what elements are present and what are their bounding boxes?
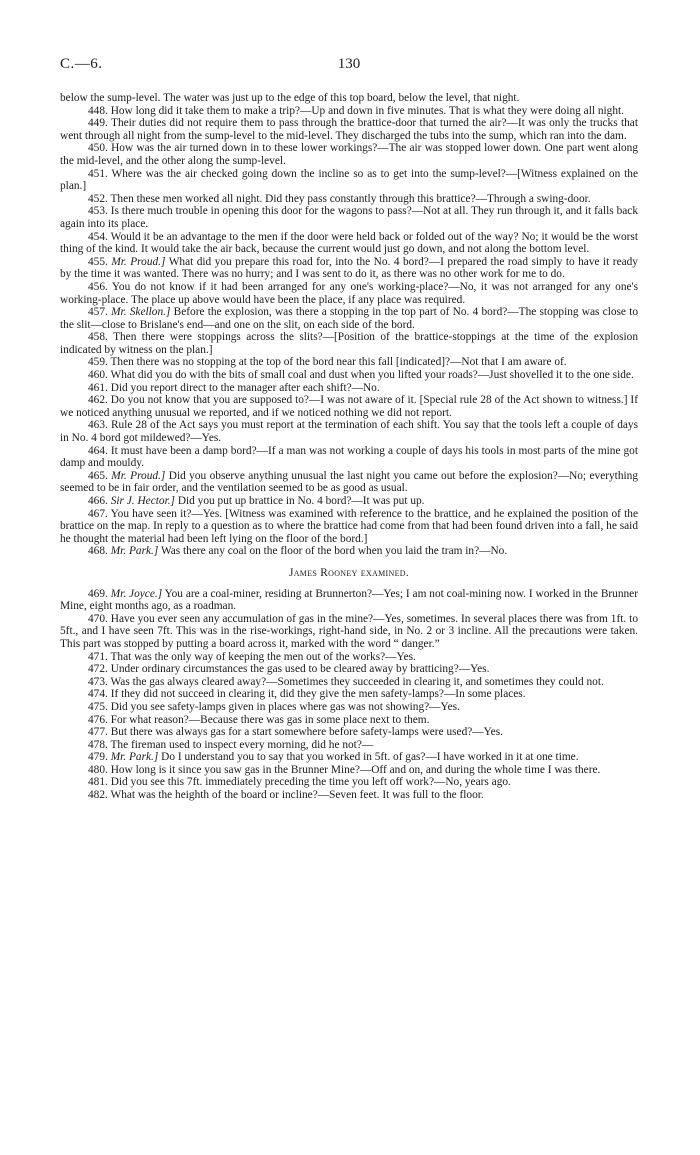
speaker-name: Mr. Proud.] [111, 469, 166, 482]
question-paragraph: 471. That was the only way of keeping the men out of the works?—Yes. [88, 650, 416, 663]
speaker-name: Sir J. Hector.] [110, 495, 175, 507]
question-paragraph [60, 545, 638, 558]
question-paragraph: 449. Their duties did not require them to pass through the brattice-door that turned the air?—It was only the trucks that went through all night from the sump-level to the mid-level. They discharged the tubs into the sump, which ran into the dam. [60, 117, 638, 142]
question-paragraph: 452. Then these men worked all night. Did they pass constantly through this brattice?—Through a swing-door. [88, 192, 591, 205]
question-paragraph: 464. It must have been a damp bord?—If a man was not working a couple of days his tools in most parts of the mine got damp and mouldy. [60, 444, 638, 470]
question-text: Was there any coal on the floor of the bord when you laid the tram in?—No. [160, 545, 508, 558]
question-paragraph [60, 256, 638, 281]
question-paragraph: 448. How long did it take them to make a trip?—Up and down in five minutes. That is what they were doing all night. [88, 104, 624, 117]
speaker-name: Mr. Skellon.] [111, 306, 171, 319]
speaker-name: Mr. Park.] [110, 545, 159, 558]
question-paragraph: 462. Do you not know that you are supposed to?—I was not aware of it. [Special rule 28 of the Act shown to witness.] If we noticed anything unusual we reported, and if we noticed nothing we did not report. [60, 394, 638, 419]
question-paragraph: 459. Then there was no stopping at the top of the bord near this fall [indicated]?—Not that I am aware of. [88, 356, 567, 369]
question-list-james-rooney [60, 588, 638, 802]
question-number: 457. [88, 306, 108, 319]
question-number: 465. [88, 469, 108, 482]
question-text: Did you put up brattice in No. 4 bord?—It was put up. [177, 495, 425, 507]
question-paragraph: 461. Did you report direct to the manager after each shift?—No. [88, 381, 380, 394]
question-paragraph: 482. What was the heighth of the board or incline?—Seven feet. It was full to the floor. [88, 789, 484, 802]
question-text: Did you observe anything unusual the last night you came out before the explosion?—No; everything seemed to be in fair order, and the ventilation seemed to be as good as usual. [60, 469, 639, 495]
question-paragraph: 456. You do not know if it had been arranged for any one's working-place?—No, it was not arranged for any one's working-place. The place up above would have been the place, if any place was required. [60, 280, 638, 306]
question-paragraph: 454. Would it be an advantage to the men if the door were held back or folded out of the way? No; it would be the worst thing of the kind. It would take the air back, because the current would just go down, and not along the bottom level. [60, 230, 638, 256]
question-paragraph: 458. Then there were stoppings across the slits?—[Position of the brattice-stoppings at the time of the explosion indicated by witness on the plan.] [60, 331, 638, 356]
question-paragraph: 480. How long is it since you saw gas in the Brunner Mine?—Off and on, and during the whole time I was there. [88, 763, 601, 776]
question-text: What did you prepare this road for, into the No. 4 bord?—I prepared the road simply to have it ready by the time it was wanted. There was no hurry; and I was sent to do it, as there was no other work for me to do. [60, 255, 638, 281]
question-paragraph: 467. You have seen it?—Yes. [Witness was examined with reference to the brattice, and he explained the position of the brattice on the map. In reply to a question as to where the brattice had come from that had been found driven into a fall, he said he thought the material had been left lying on the floor of the bord.] [60, 507, 638, 545]
page-header [60, 58, 638, 80]
continued-paragraph: below the sump-level. The water was just up to the edge of this top board, below the level, that night. [60, 92, 520, 104]
page-number: 130 [337, 56, 361, 72]
question-paragraph: 450. How was the air turned down in to these lower workings?—The air was stopped lower down. One part went along the mid-level, and the other along the sump-level. [60, 142, 638, 167]
question-number: 479. [88, 751, 108, 764]
question-paragraph: 477. But there was always gas for a start somewhere before safety-lamps were used?—Yes. [88, 726, 503, 739]
question-paragraph: 460. What did you do with the bits of small coal and dust when you lifted your roads?—Just shovelled it to the one side. [88, 369, 634, 382]
question-paragraph: 451. Where was the air checked going down the incline so as to get into the sump-level?—[Witness explained on the plan.] [60, 167, 638, 193]
question-paragraph [60, 751, 638, 764]
question-paragraph [60, 470, 638, 495]
question-number: 466. [88, 495, 108, 507]
question-number: 469. [88, 587, 108, 600]
question-paragraph: 470. Have you ever seen any accumulation of gas in the mine?—Yes, sometimes. In several places there was from 1ft. to 5ft., and I have seen 7ft. This was in the rise-workings, right-hand side, in No. 2 or 3 incline. All the precautions were taken. This part was stopped by putting a board across it, marked with the word “ danger.” [60, 612, 638, 650]
question-paragraph: 475. Did you see safety-lamps given in places where gas was not showing?—Yes. [88, 700, 460, 713]
document-body [60, 92, 638, 802]
question-text: Before the explosion, was there a stopping in the top part of No. 4 bord?—The stopping was close to the slit—close to Brislane's end—and one on the slit, on each side of the bord. [60, 306, 639, 331]
question-paragraph: 476. For what reason?—Because there was gas in some place next to them. [88, 713, 430, 726]
question-paragraph [60, 495, 638, 508]
speaker-name: Mr. Proud.] [111, 255, 166, 268]
question-paragraph: 481. Did you see this 7ft. immediately preceding the time you left off work?—No, years ago. [88, 776, 511, 789]
question-paragraph [60, 588, 638, 613]
question-list-first-witness [60, 105, 638, 558]
question-paragraph: 463. Rule 28 of the Act says you must report at the termination of each shift. You say that the tools left a couple of days in No. 4 bord got mildewed?—Yes. [60, 419, 638, 445]
question-paragraph: 473. Was the gas always cleared away?—Sometimes they succeeded in clearing it, and sometimes they could not. [88, 675, 604, 688]
question-paragraph: 474. If they did not succeed in clearing it, did they give the men safety-lamps?—In some places. [88, 688, 526, 701]
question-text: You are a coal-miner, residing at Brunnerton?—Yes; I am not coal-mining now. I worked in the Brunner Mine, eight months ago, as a roadman. [60, 587, 638, 613]
question-paragraph [60, 306, 638, 331]
witness-heading-text: James Rooney examined. [289, 566, 409, 579]
speaker-name: Mr. Park.] [110, 751, 159, 764]
speaker-name: Mr. Joyce.] [110, 587, 163, 600]
question-text: Do I understand you to say that you worked in 5ft. of gas?—I have worked in it at one time. [161, 751, 579, 764]
question-paragraph: 478. The fireman used to inspect every morning, did he not?— [88, 738, 374, 751]
witness-heading [60, 567, 638, 580]
document-reference: C.—6. [60, 56, 103, 72]
question-paragraph: 453. Is there much trouble in opening this door for the wagons to pass?—Not at all. They run through it, and it falls back again into its place. [60, 205, 638, 230]
question-number: 455. [88, 255, 108, 268]
question-paragraph: 472. Under ordinary circumstances the gas used to be cleared away by bratticing?—Yes. [88, 663, 490, 676]
question-number: 468. [88, 545, 108, 558]
